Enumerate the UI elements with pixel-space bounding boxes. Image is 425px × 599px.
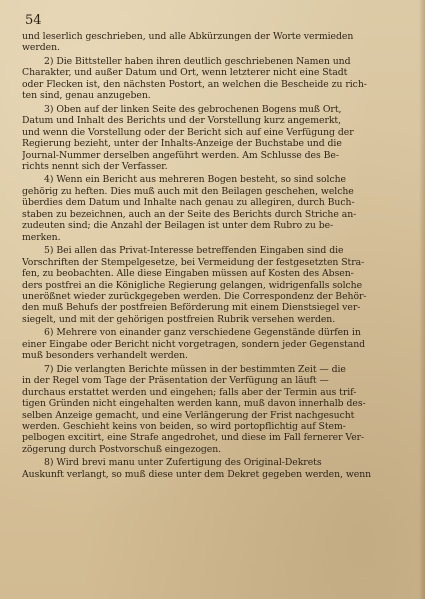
text-line: Journal-Nummer derselben angeführt werden. Am Schlusse des Be- (22, 149, 339, 161)
text-line: siegelt, und mit der gehörigen postfreien Rubrik versehen werden. (22, 313, 336, 325)
text-line: pelbogen excitirt, eine Strafe angedrohet, und diese im Fall fernerer Ver- (22, 432, 365, 444)
text-line: muß besonders verhandelt werden. (22, 350, 188, 362)
paragraph-5 (22, 245, 415, 325)
text-line: merken. (22, 231, 61, 243)
text-line: den muß Behufs der postfreien Beförderung mit einem Dienstsiegel ver- (22, 302, 361, 314)
paragraph-4 (22, 174, 415, 243)
paragraph-7 (22, 364, 415, 456)
text-line: fen, zu beobachten. Alle diese Eingaben müssen auf Kosten des Absen- (22, 268, 354, 280)
text-line: unerößnet wieder zurückgegeben werden. Die Correspondenz der Behör- (22, 290, 367, 302)
text-line: einer Eingabe oder Bericht nicht vorgetragen, sondern jeder Gegenstand (22, 338, 366, 350)
text-line: in der Regel vom Tage der Präsentation der Verfügung an läuft — (22, 375, 329, 387)
text-line: Datum und Inhalt des Berichts und der Vorstellung kurz angemerkt, (22, 115, 342, 127)
text-line: 3) Oben auf der linken Seite des gebrochenen Bogens muß Ort, (44, 103, 342, 115)
body-text (22, 31, 415, 480)
text-line: 2) Die Bittsteller haben ihren deutlich geschriebenen Namen und (44, 55, 351, 67)
text-line: durchaus erstattet werden und eingehen; falls aber der Termin aus trif- (22, 386, 357, 398)
page-edge-shadow (419, 0, 425, 599)
text-line: und wenn die Vorstellung oder der Bericht sich auf eine Verfügung der (22, 126, 354, 138)
text-line: 8) Wird brevi manu unter Zufertigung des Original-Dekrets (44, 457, 322, 469)
text-line: gehörig zu heften. Dies muß auch mit den Beilagen geschehen, welche (22, 185, 354, 197)
text-line: und leserlich geschrieben, und alle Abkürzungen der Worte vermieden (22, 31, 354, 42)
text-line: 4) Wenn ein Bericht aus mehreren Bogen besteht, so sind solche (44, 174, 346, 186)
paragraph-1 (22, 31, 415, 54)
paragraph-3 (22, 104, 415, 173)
text-line: zögerung durch Postvorschuß eingezogen. (22, 443, 222, 455)
text-line: überdies dem Datum und Inhalte nach genau zu allegiren, durch Buch- (22, 197, 355, 209)
text-line: 6) Mehrere von einander ganz verschiedene Gegenstände dürfen in (44, 327, 361, 339)
text-line: Charakter, und außer Datum und Ort, wenn letzterer nicht eine Stadt (22, 67, 348, 79)
text-line: Auskunft verlangt, so muß diese unter dem Dekret gegeben werden, wenn (22, 468, 372, 480)
text-line: werden. (22, 42, 60, 54)
text-line: ders postfrei an die Königliche Regierung gelangen, widrigenfalls solche (22, 279, 363, 291)
text-line: staben zu bezeichnen, auch an der Seite des Berichts durch Striche an- (22, 208, 357, 220)
text-line: selben Anzeige gemacht, und eine Verlängerung der Frist nachgesucht (22, 409, 355, 421)
text-line: werden. Geschieht keins von beiden, so wird portopflichtig auf Stem- (22, 420, 346, 432)
text-line: richts nennt sich der Verfasser. (22, 160, 168, 172)
text-line: oder Flecken ist, den nächsten Postort, an welchen die Bescheide zu rich- (22, 78, 367, 90)
paragraph-6 (22, 327, 415, 361)
text-line: tigen Gründen nicht eingehalten werden kann, muß davon innerhalb des- (22, 398, 366, 410)
page-number: 54 (25, 13, 42, 28)
text-line: ten sind, genau anzugeben. (22, 90, 151, 102)
text-line: Vorschriften der Stempelgesetze, bei Vermeidung der festgesetzten Stra- (22, 256, 365, 268)
paragraph-2 (22, 56, 415, 102)
text-line: 5) Bei allen das Privat-Interesse betreffenden Eingaben sind die (44, 245, 344, 257)
text-line: zudeuten sind; die Anzahl der Beilagen ist unter dem Rubro zu be- (22, 220, 334, 232)
paragraph-8 (22, 457, 415, 480)
text-line: Regierung bezieht, unter der Inhalts-Anzeige der Buchstabe und die (22, 138, 342, 150)
text-line: 7) Die verlangten Berichte müssen in der bestimmten Zeit — die (44, 363, 346, 375)
